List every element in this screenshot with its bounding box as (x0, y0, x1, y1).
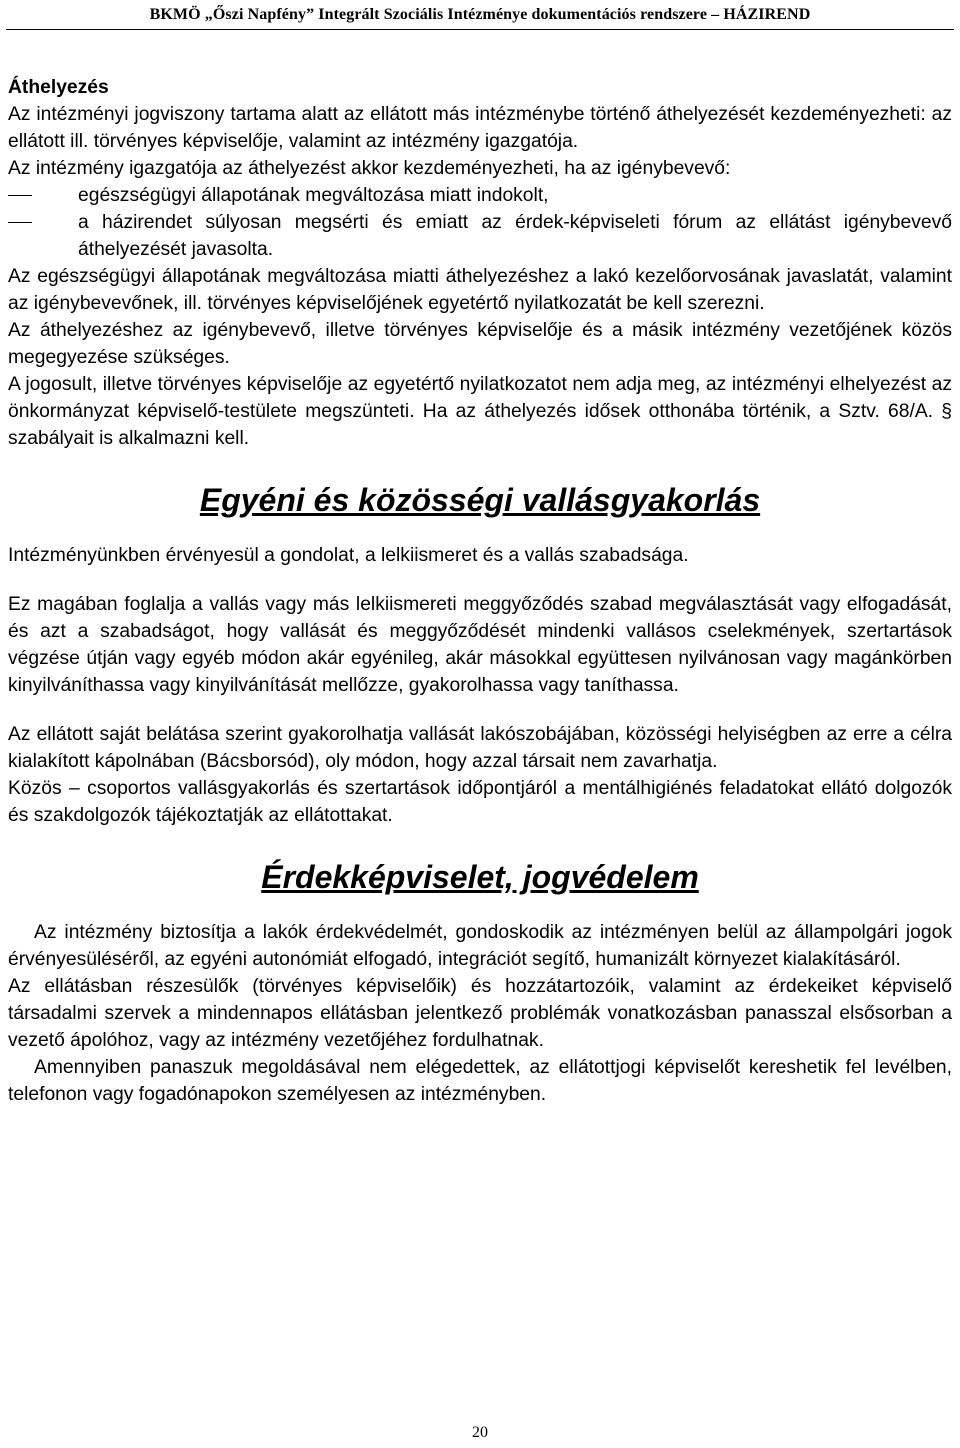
paragraph: Közös – csoportos vallásgyakorlás és szertartások időpontjáról a mentálhigiénés feladatokat ellátó dolgozók és szakdolgozók tájékoztatják az ellátottakat. (8, 778, 952, 826)
paragraph: Az intézményi jogviszony tartama alatt az ellátott más intézménybe történő áthelyezését kezdeményezheti: az ellátott ill. törvényes képviselője, valamint az intézmény igazgatója. (8, 104, 952, 152)
list-item (8, 182, 952, 209)
section-title-erdekkepviselet: Érdekképviselet, jogvédelem (261, 859, 699, 895)
bullet-list (8, 182, 952, 263)
list-item-text: egészségügyi állapotának megváltozása miatt indokolt, (78, 185, 549, 206)
paragraph: Az egészségügyi állapotának megváltozása miatti áthelyezéshez a lakó kezelőorvosának javaslatát, valamint az igénybevevőnek, ill. törvényes képviselőjének egyetértő nyilatkozatát be kell szerezni. (8, 266, 952, 314)
section-title-athelyezes: Áthelyezés (8, 77, 109, 98)
header-rule (6, 29, 954, 30)
paragraph: Amennyiben panaszuk megoldásával nem elégedettek, az ellátottjogi képviselőt kereshetik fel levélben, telefonon vagy fogadónapokon személyesen az intézményben. (8, 1057, 952, 1105)
paragraph: A jogosult, illetve törvényes képviselője az egyetértő nyilatkozatot nem adja meg, az intézményi elhelyezést az önkormányzat képviselő-testülete megszünteti. Ha az áthelyezés idősek otthonába történik, a Sztv. 68/A. § szabályait is alkalmazni kell. (8, 374, 952, 449)
document-body (8, 74, 952, 1108)
list-item-text: a házirendet súlyosan megsérti és emiatt az érdek-képviseleti fórum az ellátást igénybevevő áthelyezését javasolta. (78, 212, 952, 260)
dash-bullet-icon (8, 195, 32, 196)
paragraph: Az áthelyezéshez az igénybevevő, illetve törvényes képviselője és a másik intézmény vezetőjének közös megegyezése szükséges. (8, 320, 952, 368)
page-number: 20 (472, 1424, 488, 1441)
paragraph: Intézményünkben érvényesül a gondolat, a lelkiismeret és a vallás szabadsága. (8, 545, 689, 566)
paragraph: Az intézmény igazgatója az áthelyezést akkor kezdeményezheti, ha az igénybevevő: (8, 158, 731, 179)
list-item (8, 209, 952, 263)
paragraph: Az ellátásban részesülők (törvényes képviselőik) és hozzátartozóik, valamint az érdekeiket képviselő társadalmi szervek a mindennapos ellátásban jelentkező problémák vonatkozásban panasszal elsősorban a vezető ápolóhoz, vagy az intézmény vezetőjéhez fordulhatnak. (8, 976, 952, 1051)
paragraph: Az intézmény biztosítja a lakók érdekvédelmét, gondoskodik az intézményen belül az állampolgári jogok érvényesüléséről, az egyéni autonómiát elfogadó, integrációt segítő, humanizált környezet kialakításáról. (8, 922, 952, 970)
section-title-vallasgyakorlas: Egyéni és közösségi vallásgyakorlás (199, 482, 761, 518)
paragraph: Ez magában foglalja a vallás vagy más lelkiismereti meggyőződés szabad megválasztását vagy elfogadását, és azt a szabadságot, hogy vallását és meggyőződését mindenki vallásos cselekmények, szertartások végzése útján vagy egyéb módon akár egyénileg, akár másokkal együttesen nyilvánosan vagy magánkörben kinyilváníthassa vagy kinyilvánítását mellőzze, gyakorolhassa vagy taníthassa. (8, 594, 952, 696)
dash-bullet-icon (8, 222, 32, 223)
document-header: BKMÖ „Őszi Napfény” Integrált Szociális Intézménye dokumentációs rendszere – HÁZIREND (149, 6, 811, 23)
paragraph: Az ellátott saját belátása szerint gyakorolhatja vallását lakószobájában, közösségi helyiségben az erre a célra kialakított kápolnában (Bácsborsód), oly módon, hogy azzal társait nem zavarhatja. (8, 724, 952, 772)
